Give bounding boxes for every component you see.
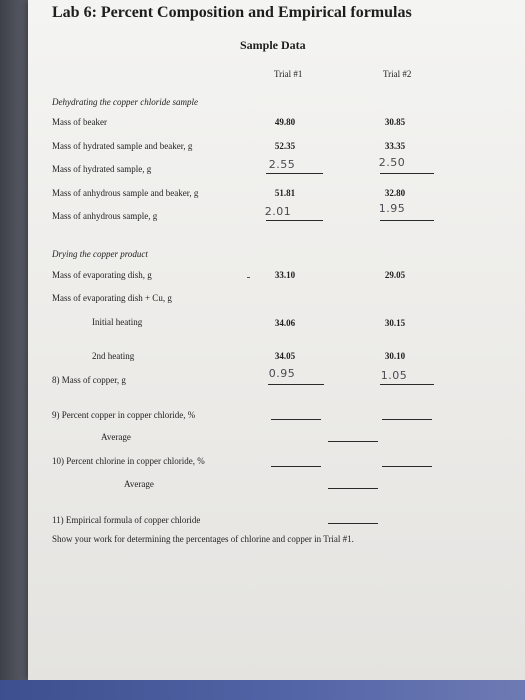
section-subtitle: Sample Data xyxy=(240,38,306,52)
answer-line xyxy=(328,441,378,442)
trial2-value: 33.35 xyxy=(384,141,406,151)
row-label: 2nd heating xyxy=(92,351,135,361)
background-edge xyxy=(0,0,28,700)
trial1-value: 34.06 xyxy=(274,318,296,328)
trial2-handwritten-value: 2.50 xyxy=(378,156,406,169)
answer-line xyxy=(380,173,434,174)
trial1-handwritten-value: 2.55 xyxy=(268,158,296,171)
answer-line xyxy=(328,523,378,524)
trial1-handwritten-value: 0.95 xyxy=(268,367,296,380)
question-11: 11) Empirical formula of copper chloride xyxy=(52,515,201,525)
trial2-value: 30.85 xyxy=(384,117,406,127)
answer-line xyxy=(380,384,434,385)
trial1-value: 34.05 xyxy=(274,351,296,361)
answer-line xyxy=(268,384,324,385)
trial1-value: 52.35 xyxy=(274,141,296,151)
page-title: Lab 6: Percent Composition and Empirical formulas xyxy=(52,4,412,21)
answer-line xyxy=(271,466,321,467)
row-label: Mass of anhydrous sample, g xyxy=(52,211,158,221)
row-label: Mass of hydrated sample and beaker, g xyxy=(52,141,193,151)
row-label: Initial heating xyxy=(92,317,143,327)
average-label: Average xyxy=(124,479,154,489)
trial1-value: 33.10 xyxy=(274,270,296,280)
answer-line xyxy=(266,220,323,221)
section1-heading: Dehydrating the copper chloride sample xyxy=(52,97,198,107)
stray-mark xyxy=(247,277,250,278)
row-label: 8) Mass of copper, g xyxy=(52,375,126,385)
row-label: Mass of evaporating dish, g xyxy=(52,270,152,280)
trial2-value: 32.80 xyxy=(384,188,406,198)
trial2-handwritten-value: 1.05 xyxy=(380,369,408,382)
answer-line xyxy=(271,419,321,420)
row-label: Mass of beaker xyxy=(52,117,107,127)
answer-line xyxy=(380,220,434,221)
instruction-text: Show your work for determining the percentages of chlorine and copper in Trial #1. xyxy=(52,534,354,544)
trial2-value: 30.10 xyxy=(384,351,406,361)
row-label: Mass of evaporating dish + Cu, g xyxy=(52,293,172,303)
answer-line xyxy=(266,173,323,174)
trial2-header: Trial #2 xyxy=(383,69,412,79)
question-9: 9) Percent copper in copper chloride, % xyxy=(52,410,196,420)
trial1-handwritten-value: 2.01 xyxy=(264,205,292,218)
section2-heading: Drying the copper product xyxy=(52,249,148,259)
trial2-value: 30.15 xyxy=(384,318,406,328)
trial1-header: Trial #1 xyxy=(274,69,303,79)
average-label: Average xyxy=(101,432,131,442)
answer-line xyxy=(382,419,432,420)
trial2-value: 29.05 xyxy=(384,270,406,280)
question-10: 10) Percent chlorine in copper chloride, % xyxy=(52,456,205,466)
answer-line xyxy=(328,488,378,489)
trial2-handwritten-value: 1.95 xyxy=(378,202,406,215)
trial1-value: 49.80 xyxy=(274,117,296,127)
row-label: Mass of hydrated sample, g xyxy=(52,164,152,174)
row-label: Mass of anhydrous sample and beaker, g xyxy=(52,188,199,198)
answer-line xyxy=(382,466,432,467)
background-surface xyxy=(0,680,525,700)
worksheet-page xyxy=(28,0,525,680)
trial1-value: 51.81 xyxy=(274,188,296,198)
